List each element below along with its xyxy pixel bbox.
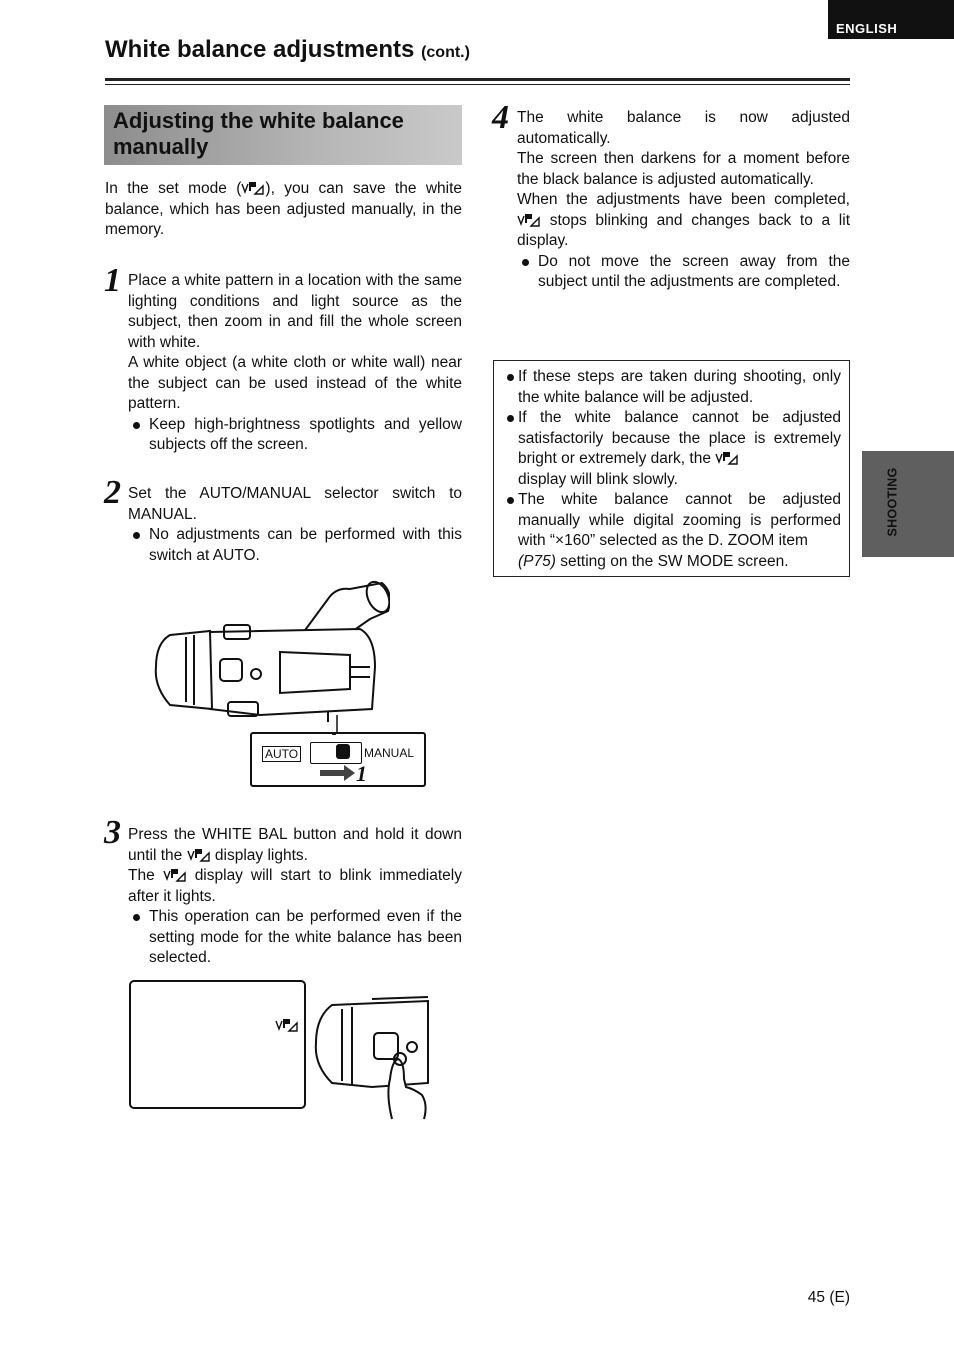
page-title: White balance adjustments (cont.) xyxy=(105,36,470,63)
title-rule xyxy=(105,78,850,81)
bullet-item: No adjustments can be performed with this switch at AUTO. xyxy=(128,525,462,566)
side-section-tab: SHOOTING xyxy=(862,451,954,557)
notes-box xyxy=(493,360,850,577)
page-number: 45 (E) xyxy=(807,1289,850,1306)
auto-label: AUTO xyxy=(262,746,301,762)
white-balance-memory-icon xyxy=(517,213,541,227)
white-balance-memory-icon xyxy=(275,1018,299,1032)
step-number: 3 xyxy=(104,814,121,851)
note-item: If these steps are taken during shooting, only the white balance will be adjusted. xyxy=(502,367,841,408)
white-balance-memory-icon xyxy=(241,181,265,195)
step-3: Press the WHITE BAL button and hold it down until the display lights. The display will start to blink immediately after it lights. This operation can be performed even if the setting mode for the white balance has been selected. xyxy=(128,825,462,969)
title-suffix: (cont.) xyxy=(421,44,470,61)
step-number: 4 xyxy=(492,99,509,136)
step-2: Set the AUTO/MANUAL selector switch to MANUAL. No adjustments can be performed with this switch at AUTO. xyxy=(128,484,462,566)
page-reference: (P75) xyxy=(518,552,556,570)
note-item: The white balance cannot be adjusted manually while digital zooming is performed with “×160” selected as the D. ZOOM item (P75) setting on the SW MODE screen. xyxy=(502,490,841,572)
bullet-item: Keep high-brightness spotlights and yellow subjects off the screen. xyxy=(128,415,462,456)
selector-switch xyxy=(310,742,362,764)
arrow-right-icon xyxy=(320,764,356,782)
switch-knob xyxy=(336,744,350,759)
camcorder-icon xyxy=(150,577,390,722)
bullet-item: This operation can be performed even if the setting mode for the white balance has been selected. xyxy=(128,907,462,969)
note-item: If the white balance cannot be adjusted satisfactorily because the place is extremely bright or extremely dark, the display will blink slowly. xyxy=(502,408,841,490)
white-balance-memory-icon xyxy=(715,451,739,465)
bullet-item: Do not move the screen away from the subject until the adjustments are completed. xyxy=(517,252,850,293)
switch-pointer-line xyxy=(330,715,350,735)
viewfinder-screen xyxy=(129,980,306,1109)
step-1: Place a white pattern in a location with the same lighting conditions and light source as the subject, then zoom in and fill the whole screen with white. A white object (a white cloth or white wall) near the subject can be used instead of the white pattern. Keep high-brightness spotlights and yellow subjects off the screen. xyxy=(128,271,462,456)
step-number: 2 xyxy=(104,474,121,511)
white-balance-memory-icon xyxy=(187,848,211,862)
auto-manual-switch-figure xyxy=(250,732,426,787)
white-balance-memory-icon xyxy=(163,868,187,882)
hand-pressing-icon xyxy=(312,995,430,1125)
step-4: The white balance is now adjusted automatically. The screen then darkens for a moment before the black balance is adjusted automatically. When the adjustments have been completed, stops blinking and changes back to a lit display. Do not move the screen away from the subject until the adjustments are completed. xyxy=(517,108,850,293)
intro-paragraph: In the set mode ( ), you can save the white balance, which has been adjusted manually, in the memory. xyxy=(105,180,462,238)
step-reference: 1 xyxy=(356,761,367,786)
language-tab: ENGLISH xyxy=(828,0,954,39)
step-number: 1 xyxy=(104,262,121,299)
manual-label: MANUAL xyxy=(364,746,415,760)
section-heading: Adjusting the white balance manually xyxy=(104,105,462,165)
title-rule-thin xyxy=(105,84,850,85)
